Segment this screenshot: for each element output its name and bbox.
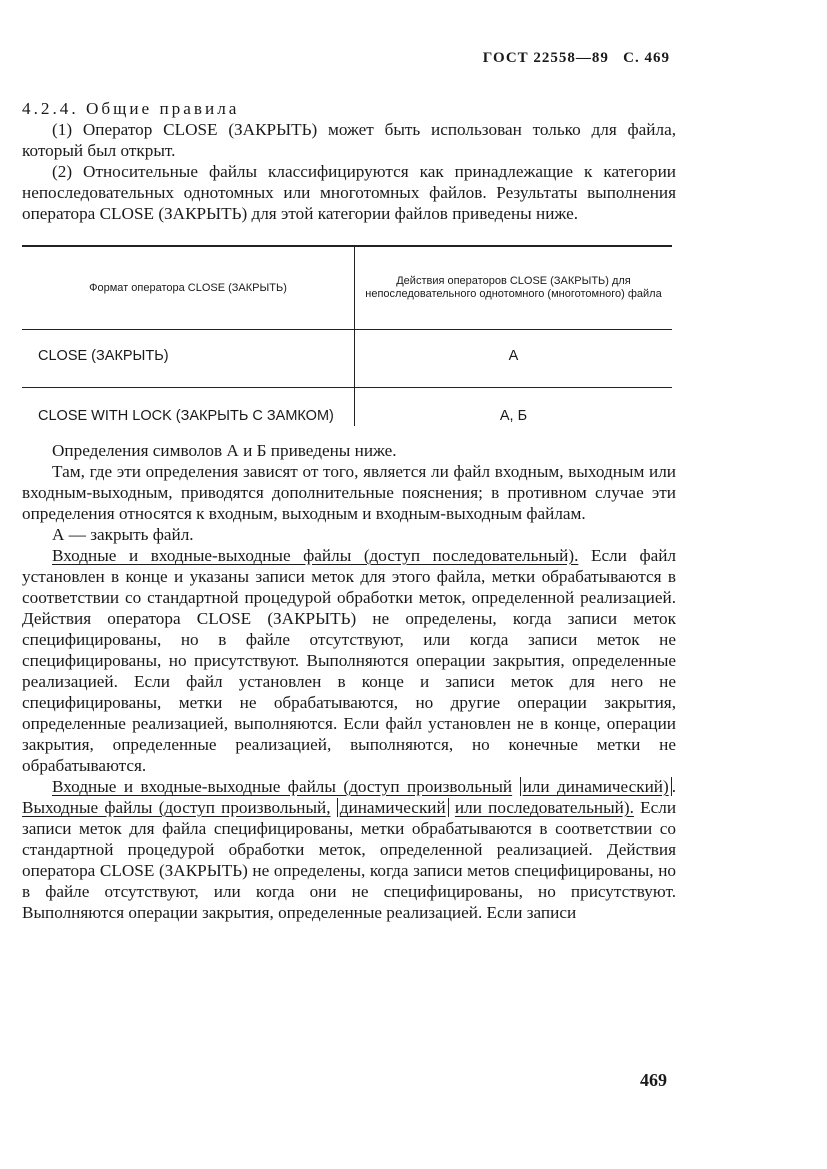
sequential-files-paragraph	[22, 545, 676, 776]
random-files-paragraph: Входные и входные-выходные файлы (доступ произвольный или динамический) . Выходные файлы (доступ произвольный, динамический или последовательный). Если записи меток для файла специфицированы, метки обрабатываются в соответствии со стандартной процедурой обработки меток, определенной реализацией. Действия оператора CLOSE (ЗАКРЫТЬ) не определены, когда записи метов специфицированы, но в файле отсутствуют, или когда они не специфицированы, но присутствуют. Выполняются операции закрытия, определенные реализацией. Если записи	[22, 777, 677, 922]
definitions-intro: Определения символов А и Б приведены ниже.	[52, 441, 397, 460]
definition-a: А — закрыть файл.	[52, 525, 194, 544]
header-format: Формат оператора CLOSE (ЗАКРЫТЬ)	[22, 246, 355, 330]
row-format: CLOSE (ЗАКРЫТЬ)	[22, 330, 355, 388]
definitions-note: Там, где эти определения зависят от того, является ли файл входным, выходным или входным-выходным, приводятся дополнительные пояснения; в противном случае эти определения относятся к входным, выходным и входным-выходным файлам.	[22, 462, 676, 523]
close-actions-table	[22, 245, 672, 426]
sequential-files-lead: Входные и входные-выходные файлы (доступ последовательный).	[52, 546, 579, 565]
random-files-lead-3: Выходные файлы (доступ произвольный,	[22, 798, 331, 817]
rule-2: (2) Относительные файлы классифицируются как принадлежащие к категории непоследовательных однотомных или многотомных файлов. Результаты выполнения оператора CLOSE (ЗАКРЫТЬ) для этой категории файлов приведены ниже.	[22, 162, 676, 223]
section-heading: 4.2.4. Общие правила	[22, 99, 240, 118]
random-files-text: Если записи меток для файла специфицированы, метки обрабатываются в соответствии со стандартной процедурой обработки меток, определенной реализацией. Действия оператора CLOSE (ЗАКРЫТЬ) не определены, когда записи метов специфицированы, но в файле отсутствуют, или когда они не специфицированы, но присутствуют. Выполняются операции закрытия, определенные реализацией. Если записи	[22, 798, 677, 922]
sequential-files-text: Если файл установлен в конце и указаны записи меток для этого файла, метки обрабатываются в соответствии со стандартной процедурой обработки меток, определенной реализацией. Действия оператора CLOSE (ЗАКРЫТЬ) не определены, когда записи меток специфицированы, но в файле отсутствуют, или когда записи меток не специфицированы, но присутствуют. Выполняются операции закрытия, определенные реализацией. Если файл установлен в конце и записи меток для него не специфицированы, метки не обрабатываются, но другие операции закрытия, определенные реализацией, выполняются. Если файл установлен не в конце, операции закрытия, определенные реализацией, выполняются, но конечные метки не обрабатываются.	[22, 546, 676, 775]
standard-number: ГОСТ 22558—89	[482, 50, 609, 66]
row-action: A	[355, 330, 673, 388]
page-number: 469	[640, 1070, 667, 1090]
page-header	[483, 50, 670, 67]
table-header-row	[22, 246, 672, 330]
row-action: A, Б	[499, 408, 528, 424]
body-block	[22, 440, 676, 923]
header-page-ref: С. 469	[623, 50, 670, 66]
random-files-lead-4: динамический	[337, 798, 449, 817]
table-row	[22, 388, 672, 427]
random-files-lead-2: или динамический)	[520, 777, 672, 796]
intro-block	[22, 98, 676, 224]
rule-1: (1) Оператор CLOSE (ЗАКРЫТЬ) может быть использован только для файла, который был открыт.	[22, 120, 676, 160]
header-actions: Действия операторов CLOSE (ЗАКРЫТЬ) для непоследовательного однотомного (многотомного) файла	[355, 246, 673, 330]
table-row	[22, 330, 672, 388]
random-files-lead-1: Входные и входные-выходные файлы (доступ произвольный	[52, 777, 513, 796]
row-format: CLOSE WITH LOCK (ЗАКРЫТЬ С ЗАМКОМ)	[22, 388, 355, 427]
random-files-lead-5: или последовательный).	[454, 798, 634, 817]
